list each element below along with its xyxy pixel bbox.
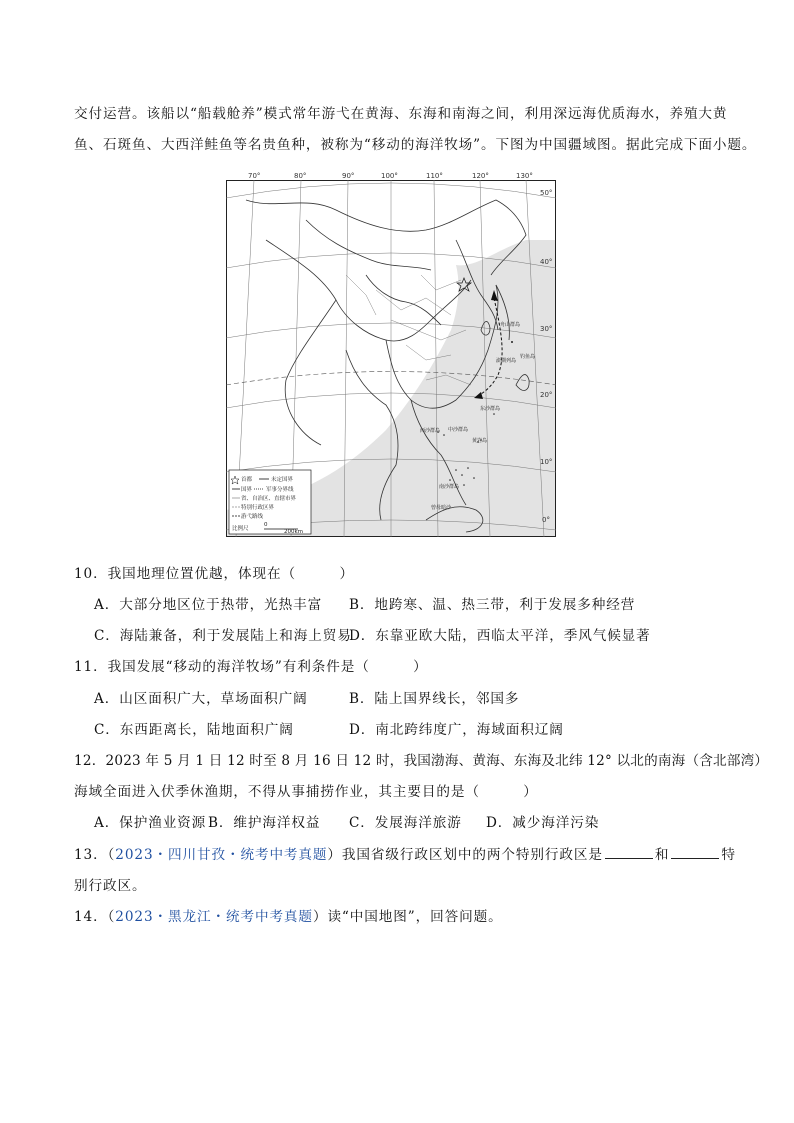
lon-tick: 70° xyxy=(248,172,261,180)
intro-line-2: 鱼、石斑鱼、大西洋鲑鱼等名贵鱼种，被称为“移动的海洋牧场”。下图为中国疆域图。据此完成下面小题。 xyxy=(74,137,757,153)
lon-tick: 110° xyxy=(426,172,443,180)
q11-option-c: C．东西距离长，陆地面积广阔 xyxy=(94,722,294,738)
diaoyu-label: 钓鱼岛 xyxy=(520,354,536,360)
legend-scale-zero: 0 xyxy=(264,522,268,528)
q11-option-a: A．山区面积广大，草场面积广阔 xyxy=(94,691,308,707)
penghu-label: 澎湖列岛 xyxy=(496,358,517,364)
legend-scale: 比例尺 xyxy=(232,526,249,532)
q10-option-c: C．海陆兼备，利于发展陆上和海上贸易 xyxy=(94,628,352,644)
xisha-label: 西沙群岛 xyxy=(420,428,441,434)
legend-national: 国界 xyxy=(241,487,253,493)
zhongsha-label: 中沙群岛 xyxy=(448,427,469,433)
lat-tick: 10° xyxy=(540,458,553,466)
zhoushan-label: 舟山群岛 xyxy=(500,322,521,328)
q11-option-b: B．陆上国界线长，邻国多 xyxy=(349,691,520,707)
q13-mid: 和 xyxy=(654,847,670,863)
lat-tick: 20° xyxy=(540,391,553,399)
intro-line-1: 交付运营。该船以“船载舱养”模式常年游弋在黄海、东海和南海之间，利用深远海优质海水，养殖大黄 xyxy=(74,106,728,122)
q13-line-2: 别行政区。 xyxy=(74,878,147,894)
q10-option-a: A．大部分地区位于热带，光热丰富 xyxy=(94,597,323,613)
q12-stem-line-2: 海域全面进入伏季休渔期，不得从事捕捞作业，其主要目的是（ ） xyxy=(74,784,538,800)
q13-close: ） xyxy=(327,847,342,863)
legend-route: 游弋路线 xyxy=(241,514,264,520)
q12-option-a: A．保护渔业资源 xyxy=(94,815,207,831)
china-territory-map xyxy=(226,172,556,537)
lon-tick: 120° xyxy=(472,172,489,180)
q12-option-d: D．减少海洋污染 xyxy=(486,815,600,831)
lon-tick: 130° xyxy=(516,172,533,180)
legend-capital: 首都 xyxy=(241,477,253,483)
q10-option-d: D．东靠亚欧大陆，西临太平洋，季风气候显著 xyxy=(349,628,651,644)
q14-number: 14．（ xyxy=(74,909,116,925)
q10-stem: 10．我国地理位置优越，体现在（ ） xyxy=(74,566,354,582)
lon-tick: 100° xyxy=(381,172,398,180)
q13-text-2: 特 xyxy=(721,847,736,863)
q12-option-c: C．发展海洋旅游 xyxy=(349,815,462,831)
q11-option-d: D．南北跨纬度广，海域面积辽阔 xyxy=(349,722,564,738)
nansha-label: 南沙群岛 xyxy=(439,484,460,490)
legend-military: 军事分界线 xyxy=(266,487,294,493)
legend-scale-value: 200km xyxy=(284,529,304,535)
map-legend xyxy=(229,470,311,535)
q10-option-b: B．地跨寒、温、热三带，利于发展多种经营 xyxy=(349,597,636,613)
q13-answer-blank-2[interactable] xyxy=(671,846,719,859)
q14-close: ） xyxy=(312,909,328,925)
legend-province: 省、自治区、直辖市界 xyxy=(241,496,297,502)
q11-stem: 11．我国发展“移动的海洋牧场”有利条件是（ ） xyxy=(74,659,428,675)
lon-tick: 90° xyxy=(342,172,355,180)
q13-line-1 xyxy=(74,843,736,863)
legend-sar: 特别行政区界 xyxy=(241,505,275,511)
lat-tick: 40° xyxy=(540,258,553,266)
q12-option-b: B．维护海洋权益 xyxy=(208,815,321,831)
huangyan-label: 黄岩岛 xyxy=(472,438,488,444)
lon-tick: 80° xyxy=(294,172,307,180)
lat-tick: 50° xyxy=(540,189,553,197)
q14-source: 2023・黑龙江・统考中考真题 xyxy=(115,909,313,925)
dongsha-label: 东沙群岛 xyxy=(480,406,501,412)
q13-answer-blank-1[interactable] xyxy=(605,846,653,859)
legend-undetermined: 未定国界 xyxy=(271,477,294,483)
q14-line xyxy=(74,905,503,925)
q13-source: 2023・四川甘孜・统考中考真题 xyxy=(115,847,328,863)
lat-tick: 0° xyxy=(542,516,550,524)
q12-stem-line-1: 12．2023 年 5 月 1 日 12 时至 8 月 16 日 12 时，我国渤海、黄海、东海及北纬 12° 以北的南海（含北部湾） xyxy=(74,753,769,769)
q13-number: 13．（ xyxy=(74,847,116,863)
lat-tick: 30° xyxy=(540,325,553,333)
zengmu-label: 曾母暗沙 xyxy=(431,505,452,511)
q13-text-1: 我国省级行政区划中的两个特别行政区是 xyxy=(341,847,603,863)
q14-text: 读“中国地图”，回答问题。 xyxy=(327,909,503,925)
